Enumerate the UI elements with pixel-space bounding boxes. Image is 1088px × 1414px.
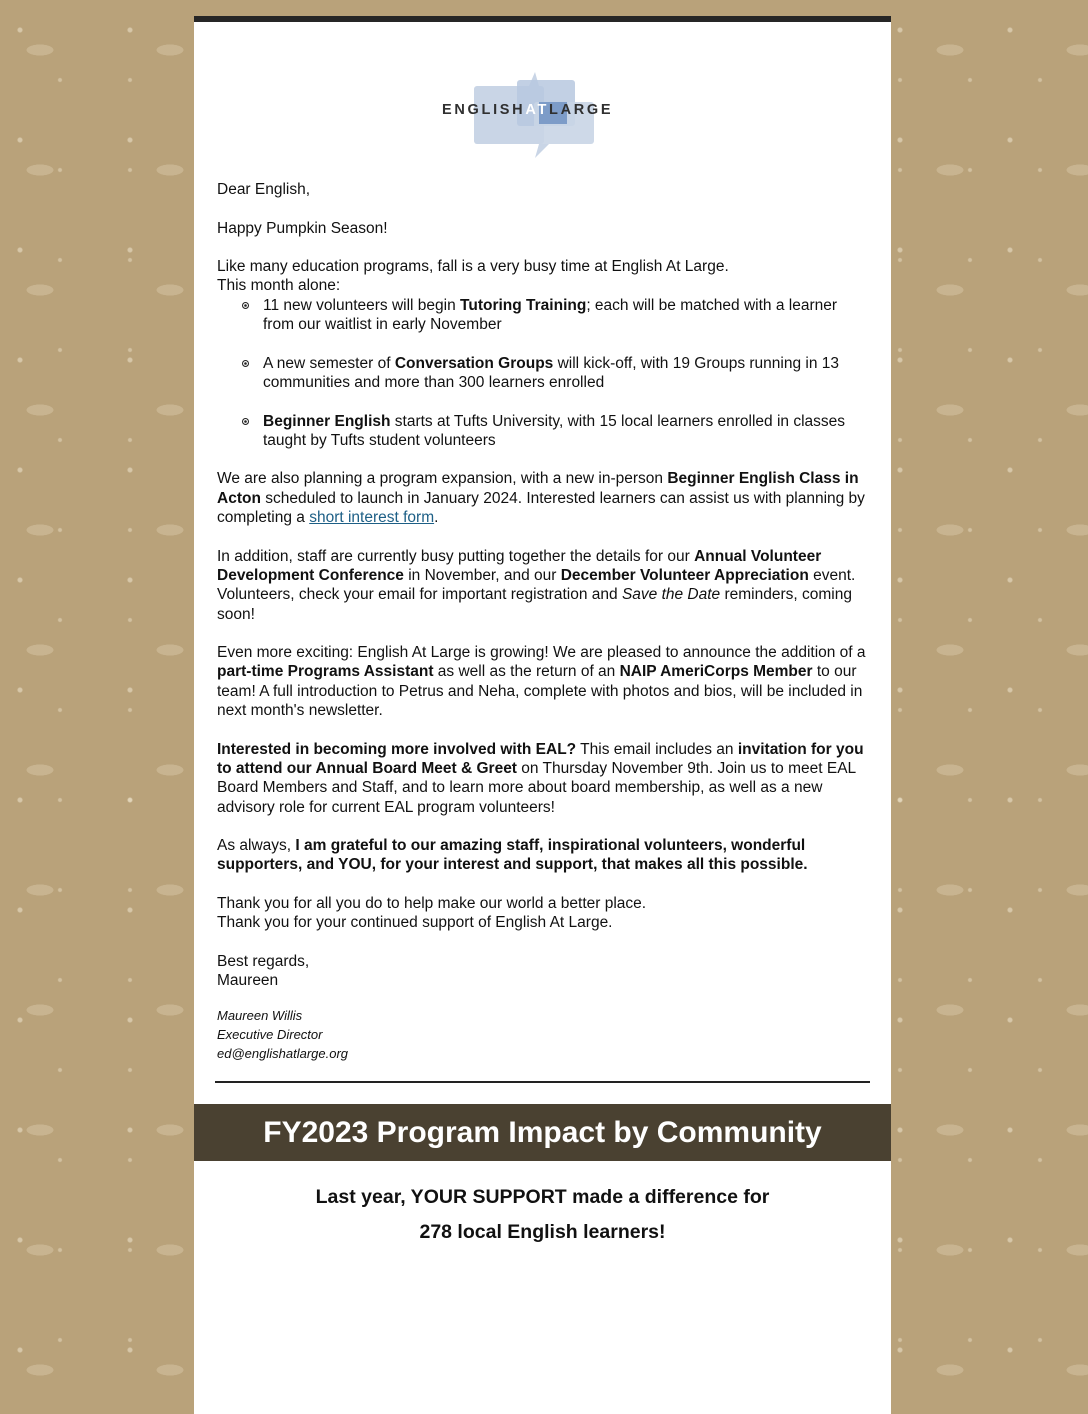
bullet-icon xyxy=(242,360,249,367)
impact-summary: Last year, YOUR SUPPORT made a difference for 278 local English learners! xyxy=(315,1186,770,1243)
greeting: Dear English, xyxy=(217,181,311,198)
list-item: A new semester of Conversation Groups will kick-off, with 19 Groups running in 13 communities and more than 300 learners enrolled xyxy=(263,354,867,393)
short-interest-form-link[interactable]: short interest form xyxy=(309,509,435,527)
thanks-paragraph: Thank you for all you do to help make our world a better place. Thank you for your continued support of English At Large. xyxy=(217,894,647,932)
season-greeting: Happy Pumpkin Season! xyxy=(217,219,388,237)
list-item: Beginner English starts at Tufts University, with 15 local learners enrolled in classes taught by Tufts student volunteers xyxy=(263,412,867,451)
growing-paragraph: Even more exciting: English At Large is growing! We are pleased to announce the addition of a part-time Programs Assistant as well as the return of an NAIP AmeriCorps Member to our team! A full introduction to Petrus and Neha, complete with photos and bios, will be included in next month's newsletter. xyxy=(217,644,866,720)
expansion-paragraph: We are also planning a program expansion, with a new in-person Beginner English Class in Acton scheduled to launch in January 2024. Interested learners can assist us with planning by completing a short interest form. xyxy=(217,470,865,527)
involved-paragraph: Interested in becoming more involved with EAL? This email includes an invitation for you to attend our Annual Board Meet & Greet on Thursday November 9th. Join us to meet EAL Board Members and Staff, and to learn more about board membership, as well as a new advisory role for current EAL program volunteers! xyxy=(217,740,864,816)
divider xyxy=(215,1081,870,1083)
signature: Maureen Willis Executive Director ed@englishatlarge.org xyxy=(217,1006,867,1063)
bullet-icon xyxy=(242,302,249,309)
signature-email: ed@englishatlarge.org xyxy=(217,1045,349,1061)
newsletter-card xyxy=(194,16,891,1414)
impact-banner: FY2023 Program Impact by Community xyxy=(194,1104,891,1161)
logo-wordmark: ENGLISHATLARGE xyxy=(442,102,614,118)
list-item: 11 new volunteers will begin Tutoring Training; each will be matched with a learner from our waitlist in early November xyxy=(263,296,867,335)
grateful-paragraph: As always, I am grateful to our amazing staff, inspirational volunteers, wonderful supporters, and YOU, for your interest and support, that makes all this possible. xyxy=(217,837,808,874)
logo xyxy=(194,72,891,172)
letter-body xyxy=(217,180,867,1063)
bullet-icon xyxy=(242,418,249,425)
closing: Best regards, Maureen xyxy=(217,952,310,990)
program-list xyxy=(217,296,867,450)
intro: Like many education programs, fall is a very busy time at English At Large. This month alone: xyxy=(217,258,729,295)
conference-paragraph: In addition, staff are currently busy putting together the details for our Annual Volunteer Development Conference in November, and our December Volunteer Appreciation event. Volunteers, check your email for important registration and Save the Date reminders, coming soon! xyxy=(217,547,856,623)
